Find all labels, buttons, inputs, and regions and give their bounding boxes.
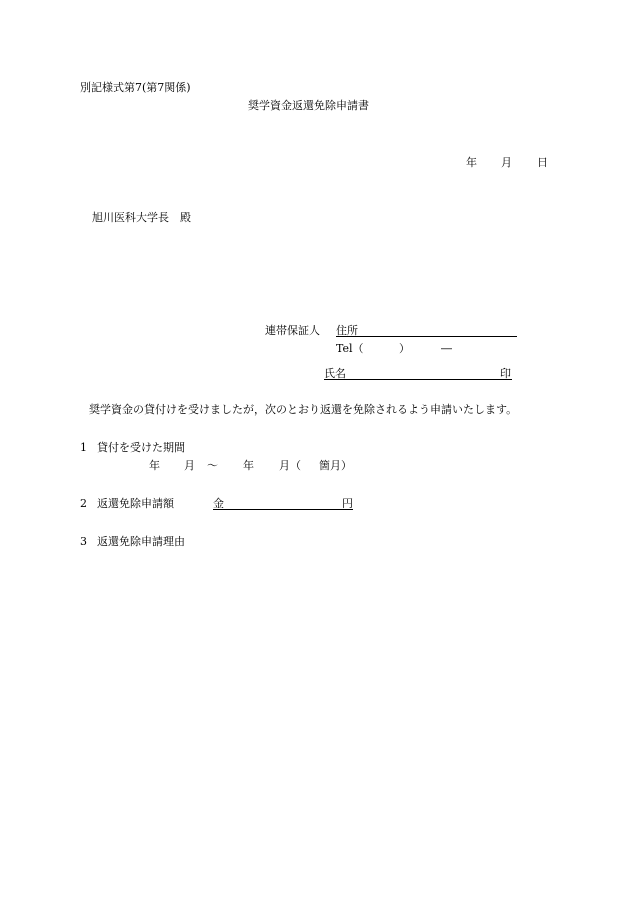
addressee: 旭川医科大学長 殿 <box>92 211 191 224</box>
item1-number: 1 <box>80 441 87 454</box>
item3-label: 返還免除申請理由 <box>97 535 185 548</box>
document-title: 奨学資金返還免除申請書 <box>248 99 369 112</box>
guarantor-tel-dash: ― <box>441 342 452 355</box>
guarantor-address-line <box>336 336 517 337</box>
guarantor-address-label: 住所 <box>336 324 358 337</box>
item3-number: 3 <box>80 535 87 548</box>
date-month: 月 <box>501 156 512 169</box>
period-year-end: 年 <box>243 459 254 472</box>
guarantor-tel-label: Tel（ <box>336 342 364 355</box>
item2-label: 返還免除申請額 <box>97 497 174 510</box>
period-month-start: 月 <box>184 459 195 472</box>
guarantor-seal: 印 <box>500 367 511 380</box>
guarantor-tel-close: ） <box>399 342 410 355</box>
application-statement: 奨学資金の貸付けを受けましたが，次のとおり返還を免除されるよう申請いたします。 <box>89 403 518 416</box>
item1-label: 貸付を受けた期間 <box>97 441 185 454</box>
period-month-end: 月（ <box>279 459 301 472</box>
period-tilde: ～ <box>207 459 218 472</box>
amount-prefix: 金 <box>213 497 224 510</box>
date-day: 日 <box>537 156 548 169</box>
amount-suffix: 円 <box>342 497 353 510</box>
guarantor-name-line <box>324 379 512 380</box>
guarantor-role-label: 連帯保証人 <box>265 324 320 337</box>
period-year-start: 年 <box>149 459 160 472</box>
guarantor-name-label: 氏名 <box>324 367 346 380</box>
period-months-close: 箇月） <box>319 459 352 472</box>
form-number: 別記様式第7(第7関係) <box>80 81 191 94</box>
amount-line <box>213 509 353 510</box>
date-year: 年 <box>466 156 477 169</box>
item2-number: 2 <box>80 497 87 510</box>
